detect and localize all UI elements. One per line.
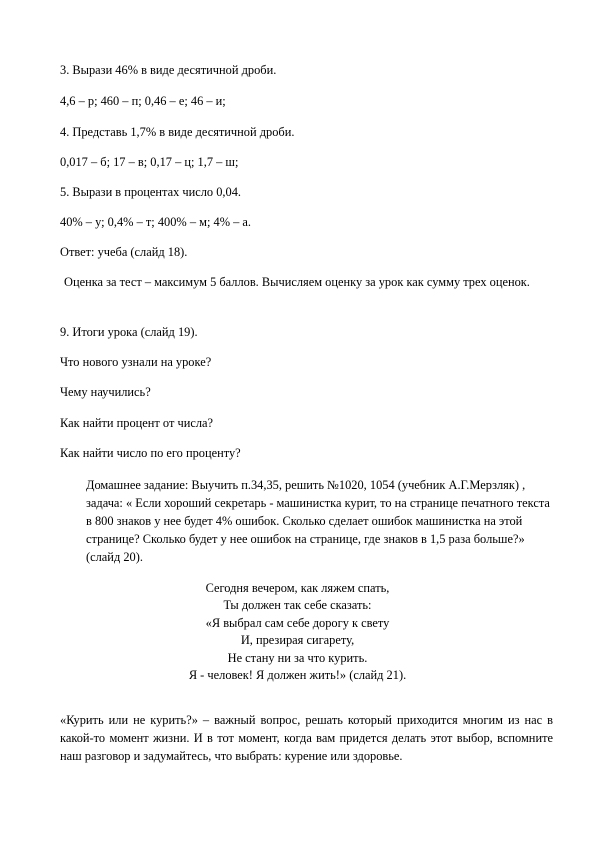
poem — [0, 580, 595, 684]
poem-line: Я - человек! Я должен жить!» (слайд 21). — [188, 668, 407, 683]
task-4-heading: 4. Представь 1,7% в виде десятичной дроби. — [60, 125, 295, 139]
answer-line: Ответ: учеба (слайд 18). — [60, 245, 188, 259]
poem-line: Сегодня вечером, как ляжем спать, — [205, 581, 390, 595]
task-3-options: 4,6 – р; 460 – п; 0,46 – е; 46 – и; — [60, 94, 226, 108]
closing-paragraph: «Курить или не курить?» – важный вопрос, решать который приходится многим из нас в какой-то момент жизни. И в тот момент, когда вам придется делать этот выбор, вспомните наш разговор и задумайтесь, что выбрать: курение или здоровье. — [60, 713, 553, 763]
poem-line: «Я выбрал сам себе дорогу к свету — [205, 615, 390, 630]
assessment-paragraph: Оценка за тест – максимум 5 баллов. Вычисляем оценку за урок как сумму трех оценок. — [64, 275, 530, 289]
question-4: Как найти число по его проценту? — [60, 446, 241, 460]
poem-line: Ты должен так себе сказать: — [223, 598, 372, 613]
task-3-heading: 3. Вырази 46% в виде десятичной дроби. — [60, 63, 277, 77]
question-3: Как найти процент от числа? — [60, 416, 214, 430]
summary-heading: 9. Итоги урока (слайд 19). — [60, 325, 198, 339]
task-5-options: 40% – у; 0,4% – т; 400% – м; 4% – а. — [60, 215, 252, 229]
question-1: Что нового узнали на уроке? — [60, 355, 212, 369]
poem-line: И, презирая сигарету, — [240, 633, 355, 648]
poem-line: Не стану ни за что курить. — [227, 650, 368, 665]
question-2: Чему научились? — [60, 385, 151, 399]
homework-paragraph: Домашнее задание: Выучить п.34,35, решить №1020, 1054 (учебник А.Г.Мерзляк) , задача: « Если хороший секретарь - машинистка курит, то на странице печатного текста в 800 знаков у нее будет 4% ошибок. Сколько сделает ошибок машинистка на этой странице? Сколько будет у нее ошибок на странице, где знаков в 1,5 раза больше?» (слайд 20). — [86, 478, 550, 564]
task-4-options: 0,017 – б; 17 – в; 0,17 – ц; 1,7 – ш; — [60, 155, 239, 169]
task-5-heading: 5. Вырази в процентах число 0,04. — [60, 185, 242, 199]
